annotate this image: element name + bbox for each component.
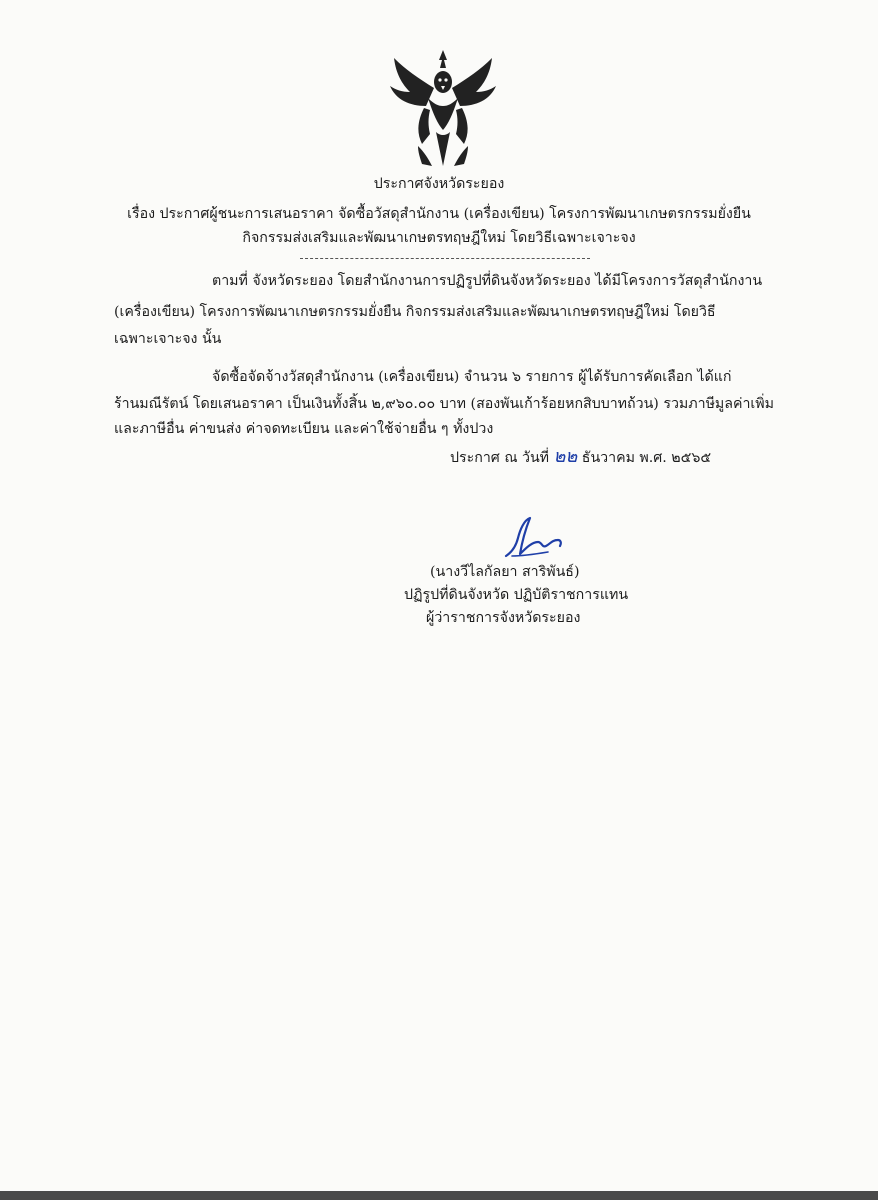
signatory-name: (นางวีไลกัลยา สาริพันธ์) xyxy=(430,564,580,580)
date-day-handwritten: ๒๒ xyxy=(553,446,578,467)
garuda-emblem xyxy=(388,48,498,170)
subject-line-2: กิจกรรมส่งเสริมและพัฒนาเกษตรทฤษฎีใหม่ โดยวิธีเฉพาะเจาะจง xyxy=(242,230,636,246)
announcement-title: ประกาศจังหวัดระยอง xyxy=(373,176,505,192)
paragraph-2-line-1: จัดซื้อจัดจ้างวัสดุสำนักงาน (เครื่องเขียน) จำนวน ๖ รายการ ผู้ได้รับการคัดเลือก ได้แก่ xyxy=(212,369,732,385)
paragraph-1-line-1: ตามที่ จังหวัดระยอง โดยสำนักงานการปฏิรูปที่ดินจังหวัดระยอง ได้มีโครงการวัสดุสำนักงาน xyxy=(212,273,763,289)
signatory-position-1: ปฏิรูปที่ดินจังหวัด ปฏิบัติราชการแทน xyxy=(404,587,629,603)
date-suffix: ธันวาคม พ.ศ. ๒๕๖๕ xyxy=(581,450,712,466)
paragraph-1-line-2: (เครื่องเขียน) โครงการพัฒนาเกษตรกรรมยั่งยืน กิจกรรมส่งเสริมและพัฒนาเกษตรทฤษฎีใหม่ โดยวิธี xyxy=(114,304,716,320)
dashed-divider xyxy=(300,258,590,259)
scan-edge xyxy=(0,1191,878,1200)
date-line xyxy=(450,447,711,468)
handwritten-signature xyxy=(502,512,564,562)
subject-line-1: เรื่อง ประกาศผู้ชนะการเสนอราคา จัดซื้อวัสดุสำนักงาน (เครื่องเขียน) โครงการพัฒนาเกษตรกรรมยั่งยืน xyxy=(127,206,751,222)
signatory-position-2: ผู้ว่าราชการจังหวัดระยอง xyxy=(426,610,581,626)
date-prefix: ประกาศ ณ วันที่ xyxy=(450,450,550,466)
paragraph-1-line-3: เฉพาะเจาะจง นั้น xyxy=(114,331,222,347)
paragraph-2-line-3: และภาษีอื่น ค่าขนส่ง ค่าจดทะเบียน และค่าใช้จ่ายอื่น ๆ ทั้งปวง xyxy=(114,421,494,437)
paragraph-2-line-2: ร้านมณีรัตน์ โดยเสนอราคา เป็นเงินทั้งสิ้น ๒,๙๖๐.๐๐ บาท (สองพันเก้าร้อยหกสิบบาทถ้วน) รวมภาษีมูลค่าเพิ่ม xyxy=(114,396,774,412)
